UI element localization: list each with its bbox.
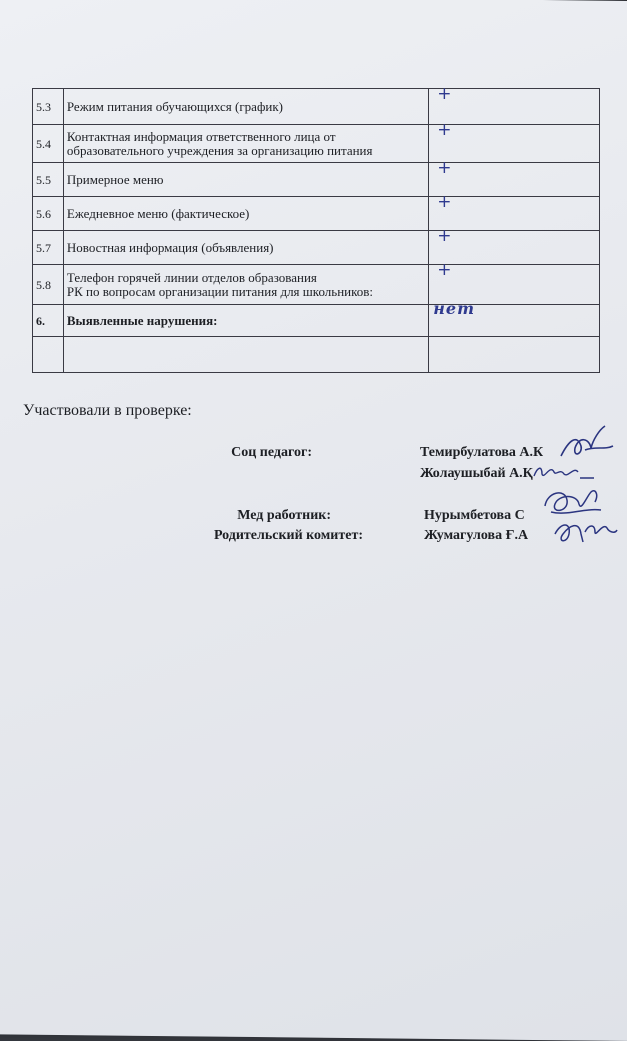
row-mark	[429, 84, 600, 125]
row-number: 5.7	[33, 231, 64, 265]
row-item	[63, 125, 428, 163]
row-number: 5.4	[33, 125, 64, 163]
med-worker-role: Мед работник:	[237, 508, 331, 523]
row-number: 5.5	[33, 163, 64, 197]
row-item-line: РК по вопросам организации питания для школьников:	[66, 283, 374, 299]
row-number	[33, 337, 64, 373]
row-item: Новостная информация (объявления)	[63, 231, 428, 265]
row-number: 5.8	[33, 265, 64, 305]
table-row	[33, 265, 600, 305]
table-row	[33, 231, 600, 265]
soc-pedagog-name-2: Жолаушыбай А.Қ	[420, 466, 533, 481]
table-row	[33, 305, 600, 337]
handwritten-plus: +	[437, 120, 452, 140]
row-item	[63, 337, 428, 373]
row-mark	[429, 192, 600, 231]
table-row	[33, 197, 600, 231]
row-item: Выявленные нарушения:	[63, 305, 428, 337]
row-item: Ежедневное меню (фактическое)	[63, 197, 428, 231]
checklist-table	[32, 84, 600, 373]
table-row	[33, 163, 600, 197]
row-item: Режим питания обучающихся (график)	[63, 89, 428, 125]
handwritten-plus: +	[437, 192, 452, 212]
soc-pedagog-role: Соц педагог:	[231, 445, 312, 460]
row-mark	[429, 299, 600, 337]
handwritten-note: нет	[433, 299, 476, 318]
row-mark	[429, 158, 600, 197]
handwritten-plus: +	[437, 158, 452, 178]
handwritten-plus: +	[437, 260, 452, 280]
row-number: 5.3	[33, 89, 64, 125]
table-row	[33, 89, 600, 125]
handwritten-plus: +	[437, 84, 452, 104]
table-row	[33, 125, 600, 163]
row-item: Примерное меню	[63, 163, 428, 197]
parent-committee-role: Родительский комитет:	[213, 528, 363, 543]
row-mark	[429, 337, 600, 373]
signature-icon	[549, 512, 621, 552]
row-item-line: образовательного учреждения за организацию питания	[66, 142, 373, 158]
handwritten-plus: +	[437, 226, 452, 246]
row-item-line: Контактная информация ответственного лица от	[66, 128, 336, 144]
row-mark	[429, 226, 600, 265]
participants-heading: Участвовали в проверке:	[23, 402, 192, 419]
row-mark	[429, 120, 600, 163]
table-row-empty	[33, 337, 600, 373]
med-worker-name: Нурымбетова С	[424, 508, 525, 523]
row-item-line: Телефон горячей линии отделов образования	[66, 269, 317, 285]
row-number: 6.	[33, 305, 64, 337]
parent-committee-name: Жумагулова Ғ.А	[424, 528, 529, 543]
row-item	[63, 265, 428, 305]
soc-pedagog-name: Темирбулатова А.К	[420, 445, 544, 460]
row-number: 5.6	[33, 197, 64, 231]
